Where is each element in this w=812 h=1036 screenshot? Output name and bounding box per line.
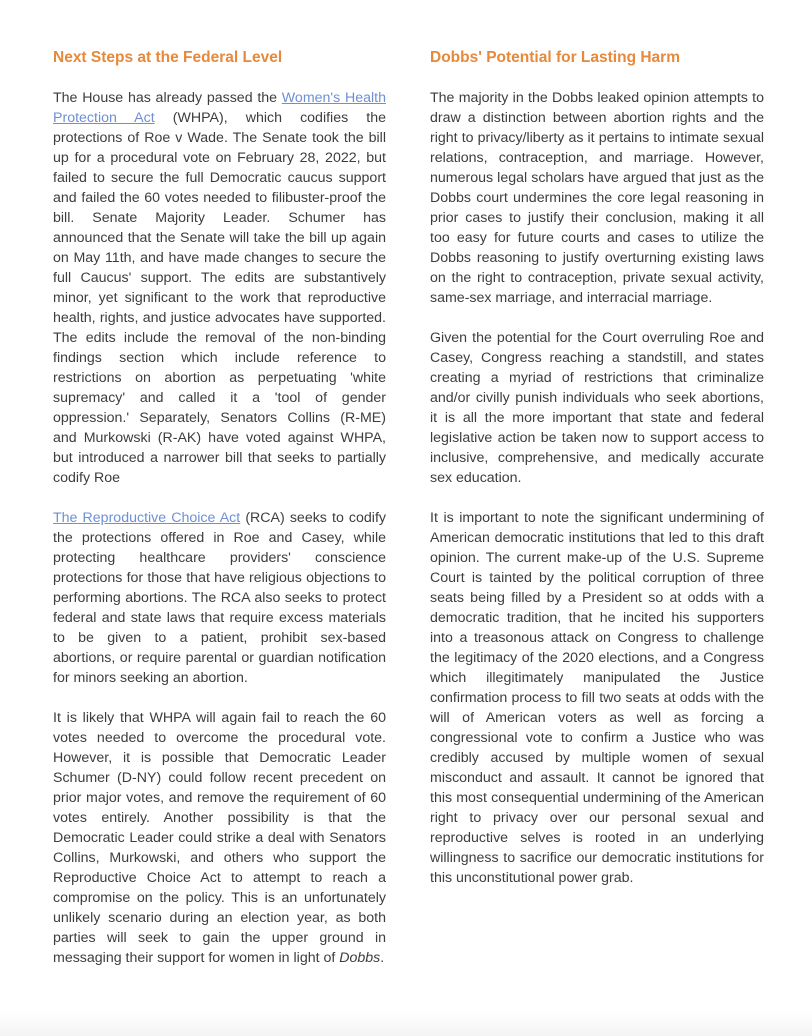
italic-dobbs: Dobbs	[339, 950, 381, 966]
paragraph-vote-outlook-end: .	[380, 950, 385, 966]
paragraph-legislative-action: Given the potential for the Court overruling Roe and Casey, Congress reaching a standstill, and states creating a myriad of restrictions that criminalize and/or civilly punish individuals who seek abortions, it is all the more important that state and federal legislative action be taken now to support access to inclusive, comprehensive, and medically accurate sex education.	[430, 330, 764, 486]
paragraph-vote-outlook-body: It is likely that WHPA will again fail to reach the 60 votes needed to overcome the procedural vote. However, it is possible that Democratic Leader Schumer (D-NY) could follow recent precedent on prior major votes, and remove the requirement of 60 votes entirely. Another possibility is that the Democratic Leader could strike a deal with Senators Collins, Murkowski, and others who support the Reproductive Choice Act to attempt to reach a compromise on the policy. This is an unfortunately unlikely scenario during an election year, as both parties will seek to gain the upper ground in messaging their support for women in light of	[53, 710, 386, 966]
link-womens-health-protection-act[interactable]: Women's Health Protection Act	[53, 90, 386, 126]
page-bottom-shade	[0, 1010, 812, 1036]
link-reproductive-choice-act[interactable]: The Reproductive Choice Act	[53, 510, 241, 526]
paragraph-whpa-body: (WHPA), which codifies the protections of Roe v Wade. The Senate took the bill up for a procedural vote on February 28, 2022, but failed to secure the full Democratic caucus support and failed the 60 votes needed to filibuster-proof the bill. Senate Majority Leader. Schumer has announced that the Senate will take the bill up again on May 11th, and have made changes to secure the full Caucus' support. The edits are substantively minor, yet significant to the work that reproductive health, rights, and justice advocates have supported. The edits include the removal of the non-binding findings section which include reference to restrictions on abortion as perpetuating 'white supremacy' and called it a 'tool of gender oppression.' Separately, Senators Collins (R-ME) and Murkowski (R-AK) have voted against WHPA, but introduced a narrower bill that seeks to partially codify Roe	[53, 110, 386, 486]
paragraph-whpa	[53, 88, 386, 488]
left-column	[53, 48, 386, 988]
heading-dobbs-lasting-harm: Dobbs' Potential for Lasting Harm	[430, 49, 680, 66]
heading-federal-next-steps: Next Steps at the Federal Level	[53, 49, 283, 66]
paragraph-rca	[53, 508, 386, 688]
paragraph-rca-body: (RCA) seeks to codify the protections offered in Roe and Casey, while protecting healthcare providers' conscience protections for those that have religious objections to performing abortions. The RCA also seeks to protect federal and state laws that require excess materials to be given to a patient, prohibit sex-based abortions, or require parental or guardian notification for minors seeking an abortion.	[53, 510, 386, 686]
paragraph-democratic-institutions: It is important to note the significant undermining of American democratic institutions that led to this draft opinion. The current make-up of the U.S. Supreme Court is tainted by the political corruption of three seats being filled by a President so at odds with a democratic tradition, that he incited his supporters into a treasonous attack on Congress to challenge the legitimacy of the 2020 elections, and a Congress which illegitimately manipulated the Justice confirmation process to fill two seats at odds with the will of American voters as well as forcing a congressional vote to confirm a Justice who was credibly accused by multiple women of sexual misconduct and assault. It cannot be ignored that this most consequential undermining of the American right to privacy over our personal sexual and reproductive selves is rooted in an underlying willingness to sacrifice our democratic institutions for this unconstitutional power grab.	[430, 510, 764, 886]
paragraph-whpa-lead: The House has already passed the	[53, 90, 282, 106]
paragraph-vote-outlook	[53, 708, 386, 968]
right-column	[430, 48, 764, 908]
paragraph-dobbs-distinction: The majority in the Dobbs leaked opinion attempts to draw a distinction between abortion rights and the right to privacy/liberty as it pertains to intimate sexual relations, contraception, and marriage. However, numerous legal scholars have argued that just as the Dobbs court undermines the core legal reasoning in prior cases to justify their conclusion, making it all too easy for future courts and cases to utilize the Dobbs reasoning to justify overturning existing laws on the right to contraception, private sexual activity, same-sex marriage, and interracial marriage.	[430, 90, 764, 306]
